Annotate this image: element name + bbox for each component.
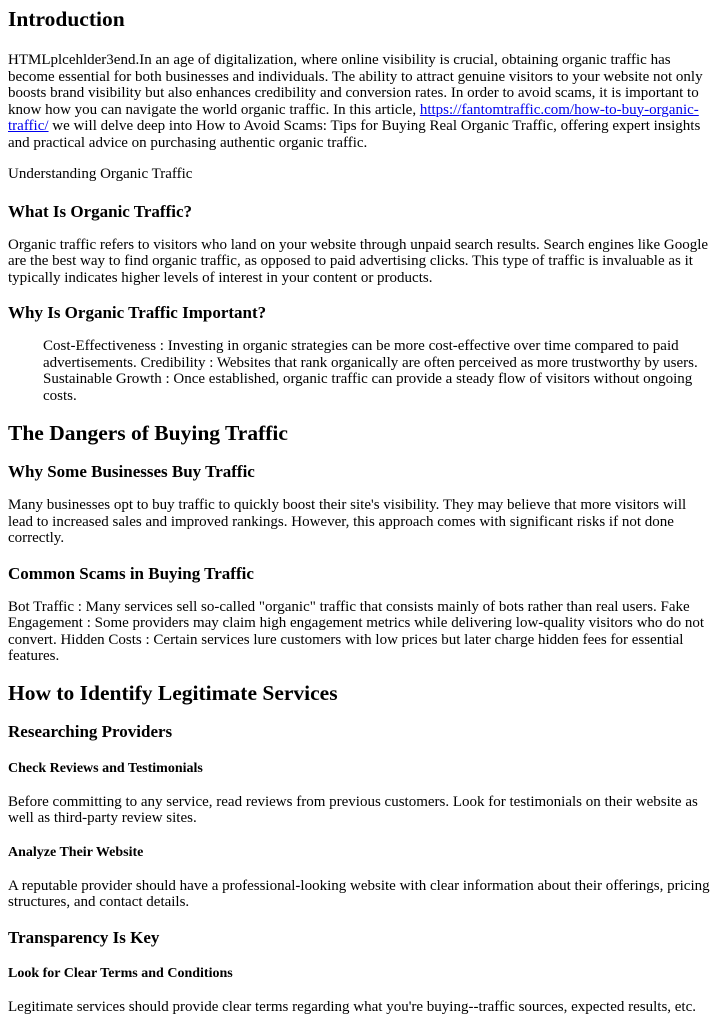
why-buy-heading: Why Some Businesses Buy Traffic	[8, 462, 255, 481]
understanding-label: Understanding Organic Traffic	[8, 166, 193, 182]
reviews-paragraph: Before committing to any service, read reviews from previous customers. Look for testimonials on their website as well as third-party review sites.	[8, 793, 698, 826]
intro-text-suffix: we will delve deep into How to Avoid Scams: Tips for Buying Real Organic Traffic, offering expert insights and practical advice on purchasing authentic organic traffic.	[8, 118, 701, 151]
reviews-heading: Check Reviews and Testimonials	[8, 760, 203, 776]
introduction-heading: Introduction	[8, 7, 125, 31]
what-is-organic-paragraph: Organic traffic refers to visitors who land on your website through unpaid search results. Search engines like Google are the best way to find organic traffic, as opposed to paid advertising clicks. This type of traffic is invaluable as it typically indicates higher levels of interest in your content or products.	[8, 236, 709, 286]
analyze-paragraph: A reputable provider should have a professional-looking website with clear information about their offerings, pricing structures, and contact details.	[8, 877, 710, 910]
dangers-heading: The Dangers of Buying Traffic	[8, 421, 288, 445]
why-important-list: Cost-Effectiveness : Investing in organic strategies can be more cost-effective over time compared to paid advertisements. Credibility : Websites that rank organically are often perceived as more trustworthy by users. Sustainable Growth : Once established, organic traffic can provide a steady flow of visitors without ongoing costs.	[43, 338, 698, 404]
fantomtraffic-link[interactable]: https://fantomtraffic.com/how-to-buy-organic-traffic/	[8, 101, 699, 134]
researching-heading: Researching Providers	[8, 721, 173, 741]
analyze-heading: Analyze Their Website	[8, 844, 144, 860]
intro-paragraph	[8, 52, 712, 151]
why-important-heading: Why Is Organic Traffic Important?	[8, 303, 267, 322]
identify-heading: How to Identify Legitimate Services	[8, 680, 338, 705]
terms-heading: Look for Clear Terms and Conditions	[8, 965, 233, 981]
intro-text-prefix: HTMLplcehlder3end.In an age of digitalization, where online visibility is crucial, obtaining organic traffic has become essential for both businesses and individuals. The ability to attract genuine visitors to your website not only boosts brand visibility but also enhances credibility and conversion rates. In order to avoid scams, it is important to know how you can navigate the world organic traffic. In this article,	[8, 52, 703, 118]
what-is-organic-heading: What Is Organic Traffic?	[8, 201, 192, 221]
common-scams-paragraph: Bot Traffic : Many services sell so-called "organic" traffic that consists mainly of bots rather than real users. Fake Engagement : Some providers may claim high engagement metrics while delivering low-quality visitors who do not convert. Hidden Costs : Certain services lure customers with low prices but later charge hidden fees for essential features.	[8, 598, 705, 664]
why-buy-paragraph: Many businesses opt to buy traffic to quickly boost their site's visibility. They may believe that more visitors will lead to increased sales and improved rankings. However, this approach comes with significant risks if not done correctly.	[8, 497, 687, 546]
common-scams-heading: Common Scams in Buying Traffic	[8, 563, 254, 583]
terms-paragraph: Legitimate services should provide clear terms regarding what you're buying--traffic sources, expected results, etc.	[8, 998, 697, 1015]
transparency-heading: Transparency Is Key	[8, 927, 160, 947]
article	[0, 7, 720, 1015]
